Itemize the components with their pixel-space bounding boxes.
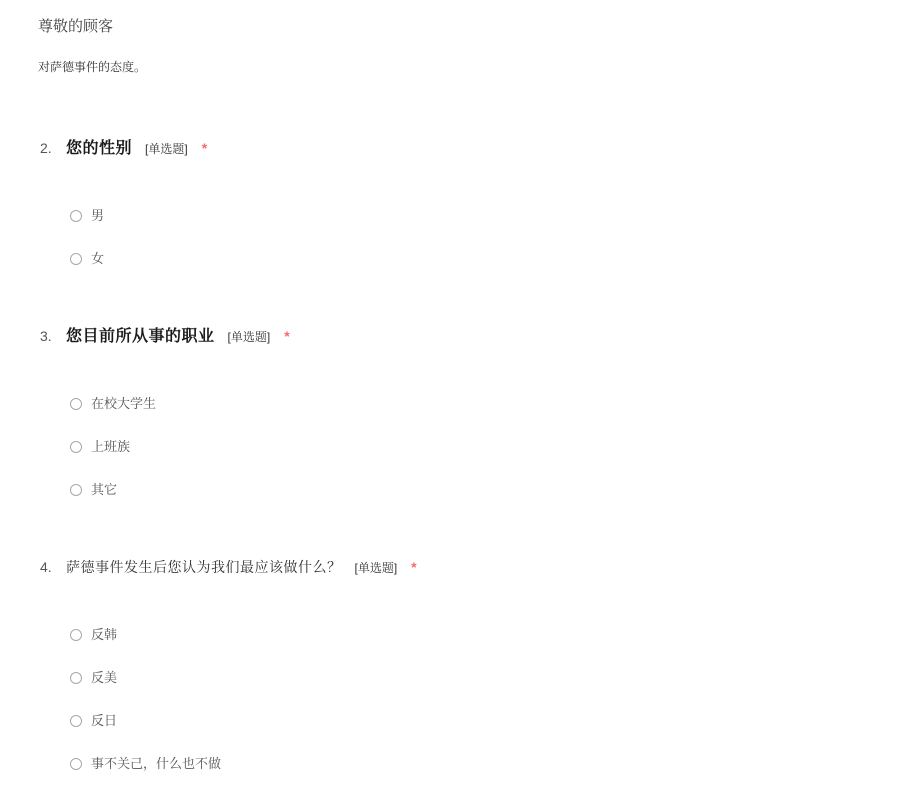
required-asterisk: * (201, 140, 208, 157)
question-title: 您目前所从事的职业 (66, 328, 215, 346)
question-number: 2. (40, 140, 52, 157)
required-asterisk: * (411, 559, 417, 576)
options-group (70, 613, 862, 785)
radio-option[interactable] (70, 468, 862, 511)
question-header (38, 558, 862, 578)
option-label: 反美 (91, 670, 118, 686)
radio-button-icon[interactable] (70, 210, 82, 222)
option-label: 上班族 (91, 439, 131, 455)
option-label: 在校大学生 (91, 396, 157, 412)
survey-description: 对萨德事件的态度。 (38, 60, 147, 74)
required-asterisk: * (284, 328, 290, 345)
question-number: 3. (40, 328, 52, 345)
survey-title: 尊敬的顾客 (38, 18, 114, 35)
radio-option[interactable] (70, 742, 862, 785)
question-number: 4. (40, 559, 52, 576)
option-label: 女 (91, 251, 105, 267)
radio-option[interactable] (70, 237, 862, 280)
option-label: 男 (91, 208, 105, 224)
question-section (38, 558, 862, 785)
radio-option[interactable] (70, 656, 862, 699)
question-type-label: [单选题] (354, 561, 398, 576)
radio-option[interactable] (70, 382, 862, 425)
option-label: 反韩 (91, 627, 118, 643)
radio-button-icon[interactable] (70, 484, 82, 496)
radio-button-icon[interactable] (70, 672, 82, 684)
radio-button-icon[interactable] (70, 715, 82, 727)
option-label: 其它 (91, 482, 118, 498)
question-type-label: [单选题] (227, 330, 271, 345)
question-header (38, 139, 862, 159)
question-type-label: [单选题] (145, 142, 188, 157)
options-group (70, 194, 862, 280)
options-group (70, 382, 862, 511)
question-header (38, 327, 862, 347)
question-list (38, 139, 862, 785)
radio-button-icon[interactable] (70, 441, 82, 453)
option-label: 事不关己，什么也不做 (91, 756, 222, 772)
radio-button-icon[interactable] (70, 629, 82, 641)
radio-option[interactable] (70, 425, 862, 468)
radio-button-icon[interactable] (70, 253, 82, 265)
question-title: 您的性别 (66, 140, 133, 158)
radio-button-icon[interactable] (70, 398, 82, 410)
radio-option[interactable] (70, 613, 862, 656)
question-title: 萨德事件发生后您认为我们最应该做什么？ (66, 559, 342, 576)
option-label: 反日 (91, 713, 118, 729)
question-section (38, 327, 862, 511)
radio-button-icon[interactable] (70, 758, 82, 770)
radio-option[interactable] (70, 194, 862, 237)
question-section (38, 139, 862, 280)
radio-option[interactable] (70, 699, 862, 742)
